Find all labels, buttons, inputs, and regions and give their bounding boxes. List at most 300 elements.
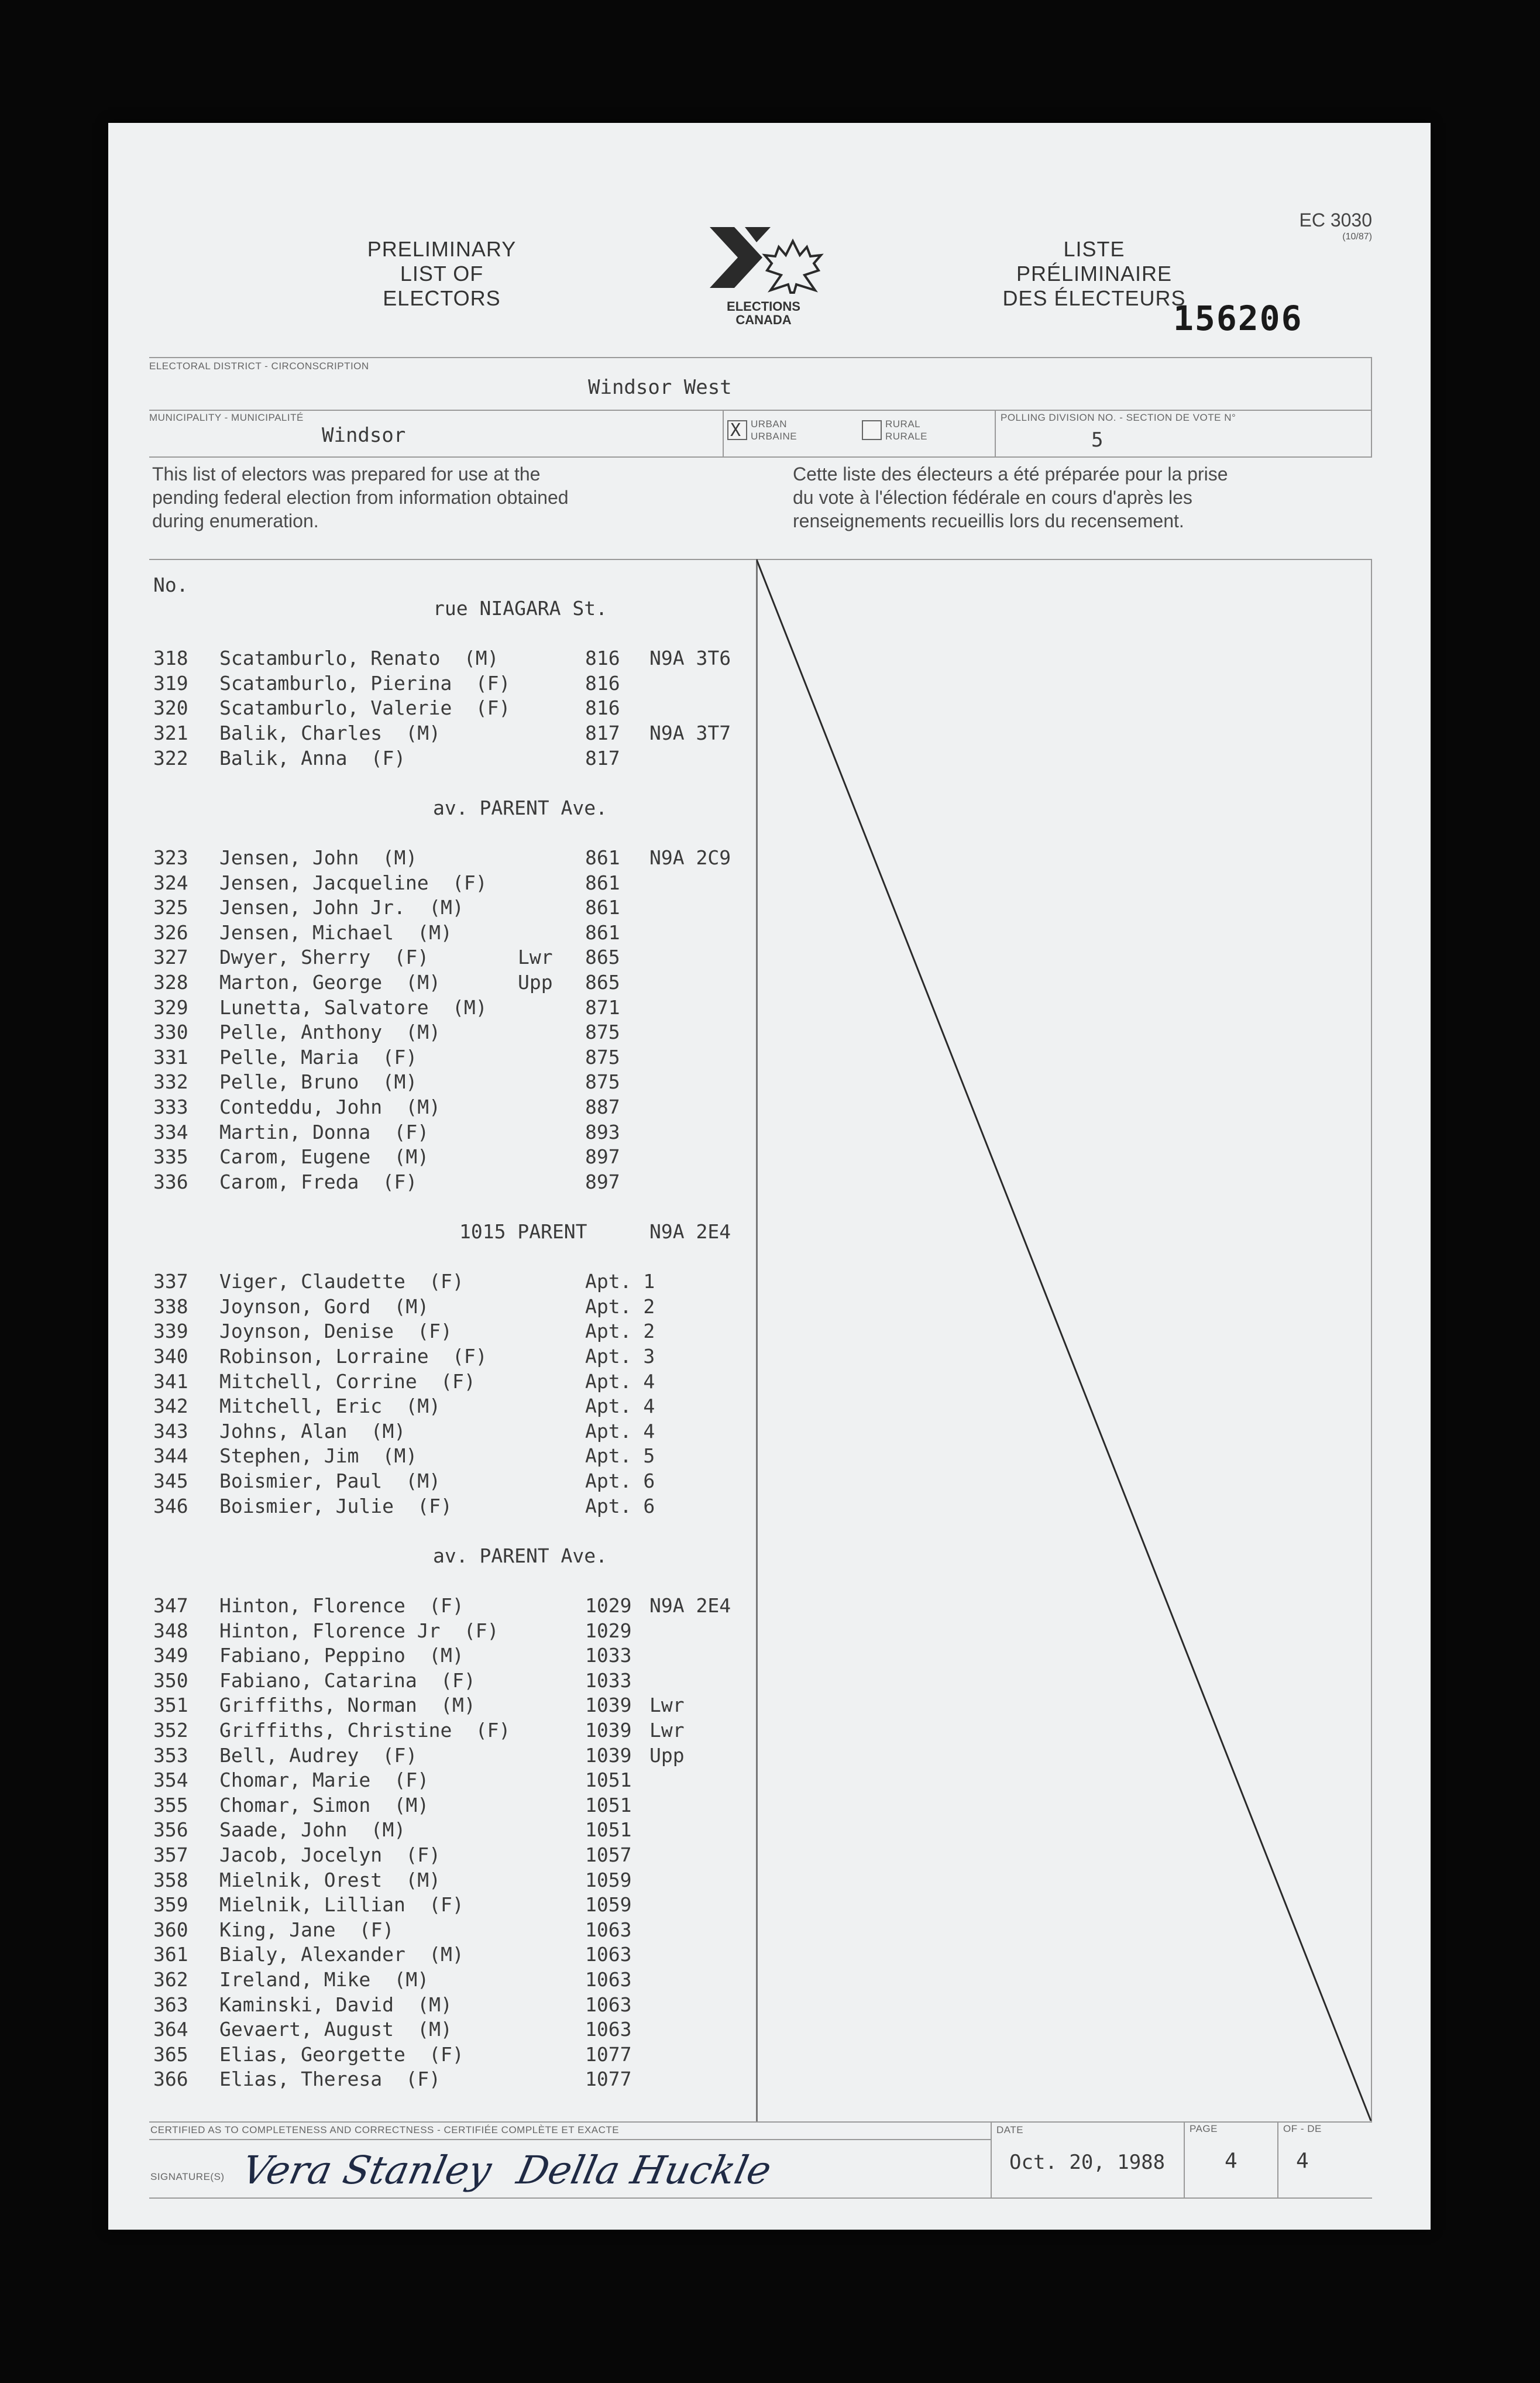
elector-sex: (F): [429, 1893, 464, 1917]
elector-unit: Upp: [518, 971, 553, 994]
elector-sex: (F): [463, 1619, 499, 1642]
elector-name: Balik, Anna: [219, 746, 348, 770]
elector-address: 875: [585, 1021, 620, 1044]
elector-sex: (F): [429, 1270, 464, 1293]
elector-address: Apt. 5: [585, 1444, 655, 1468]
elector-address: 861: [585, 846, 620, 869]
elector-row: [108, 1794, 752, 1818]
of-label: OF - DE: [1283, 2123, 1322, 2134]
elector-row: [108, 846, 752, 871]
elector-number: 358: [153, 1868, 188, 1891]
polling-division-label: POLLING DIVISION NO. - SECTION DE VOTE N°: [1001, 412, 1236, 423]
elector-address: Apt. 2: [585, 1294, 655, 1318]
elector-number: 336: [153, 1170, 188, 1193]
elector-number: 343: [153, 1419, 188, 1443]
elector-number: 318: [153, 647, 188, 670]
elector-row: [108, 1769, 752, 1793]
elector-number: 350: [153, 1668, 188, 1692]
elector-sex: (F): [475, 1719, 511, 1742]
elector-name: Kaminski, David: [219, 1993, 394, 2016]
date-label: DATE: [996, 2124, 1024, 2135]
elector-row: [108, 1295, 752, 1320]
street-heading: [108, 1544, 752, 1569]
elector-name: Mielnik, Orest: [219, 1868, 383, 1891]
elector-name: Boismier, Paul: [219, 1469, 383, 1492]
elector-number: 334: [153, 1120, 188, 1144]
elector-number: 323: [153, 846, 188, 869]
elector-address: Apt. 3: [585, 1345, 655, 1368]
elector-sex: (M): [382, 846, 418, 869]
elector-row: [108, 2043, 752, 2068]
elector-number: 362: [153, 1968, 188, 1991]
elector-sex: (M): [429, 1644, 464, 1667]
elector-name: Marton, George: [219, 971, 383, 994]
signatures: [238, 2142, 974, 2197]
urban-label-fr: URBAINE: [751, 431, 798, 442]
elector-address: Apt. 4: [585, 1419, 655, 1443]
number-column-label: No.: [153, 574, 188, 596]
elector-sex: (F): [394, 1120, 429, 1144]
form-date: (10/87): [1342, 232, 1372, 242]
elector-row: [108, 946, 752, 970]
elector-name: Johns, Alan: [219, 1419, 348, 1443]
elector-sex: (F): [429, 1594, 464, 1617]
elector-row: [108, 996, 752, 1021]
elector-name: Fabiano, Peppino: [219, 1644, 405, 1667]
elector-address: 893: [585, 1120, 620, 1144]
elector-sex: (F): [370, 746, 406, 770]
elector-name: Ireland, Mike: [219, 1968, 371, 1991]
elector-name: Dwyer, Sherry: [219, 946, 371, 969]
elector-row: [108, 722, 752, 746]
elector-sex: (F): [417, 1320, 452, 1343]
elector-number: 319: [153, 671, 188, 695]
elector-number: 331: [153, 1045, 188, 1069]
elector-sex: (M): [394, 1968, 429, 1991]
rural-label-fr: RURALE: [885, 431, 927, 442]
elector-number: 337: [153, 1270, 188, 1293]
elector-sex: (M): [405, 1395, 441, 1418]
elector-name: Jensen, John: [219, 846, 359, 869]
elector-name: Elias, Georgette: [219, 2042, 405, 2066]
rural-label: RURAL: [885, 418, 921, 430]
elector-address: Apt. 4: [585, 1369, 655, 1393]
elector-row: [108, 1918, 752, 1943]
elector-row: [108, 1370, 752, 1395]
elector-sex: (M): [394, 1294, 429, 1318]
elector-number: 363: [153, 1993, 188, 2016]
elector-sex: (M): [405, 1868, 441, 1891]
elector-row: [108, 1968, 752, 1993]
elector-address: 1063: [585, 1918, 632, 1941]
elector-address: 897: [585, 1145, 620, 1169]
logo-mark-icon: [693, 221, 834, 297]
elector-number: 321: [153, 722, 188, 744]
elector-row: [108, 1495, 752, 1519]
elector-name: Scatamburlo, Valerie: [219, 696, 452, 720]
elector-sex: (F): [417, 1494, 452, 1517]
elector-row: [108, 896, 752, 921]
elector-address: 1039: [585, 1743, 632, 1767]
elector-number: 345: [153, 1469, 188, 1492]
elector-number: 360: [153, 1918, 188, 1941]
elector-name: Stephen, Jim: [219, 1444, 359, 1468]
elector-sex: (M): [417, 2018, 452, 2041]
elector-name: Saade, John: [219, 1818, 348, 1842]
elector-row: [108, 1869, 752, 1893]
page-value: 4: [1225, 2149, 1238, 2173]
elector-sex: (M): [370, 1419, 406, 1443]
elector-name: Mielnik, Lillian: [219, 1893, 405, 1917]
elector-number: 348: [153, 1619, 188, 1642]
elector-postal-code: Lwr: [649, 1694, 685, 1717]
elector-row: [108, 1644, 752, 1668]
elector-address: 1077: [585, 2068, 632, 2091]
elector-row: [108, 921, 752, 946]
urban-checkbox[interactable]: X: [727, 420, 747, 440]
elector-row: [108, 2018, 752, 2042]
elector-address: 871: [585, 995, 620, 1019]
elector-name: Pelle, Maria: [219, 1045, 359, 1069]
elector-number: 366: [153, 2068, 188, 2091]
elector-address: 865: [585, 946, 620, 969]
elector-number: 341: [153, 1369, 188, 1393]
elector-sex: (M): [405, 1021, 441, 1044]
elector-number: 349: [153, 1644, 188, 1667]
elector-row: [108, 1619, 752, 1644]
elector-row: [108, 696, 752, 721]
elector-number: 325: [153, 896, 188, 919]
elector-sex: (M): [405, 1469, 441, 1492]
street-heading: [108, 597, 752, 621]
elector-name: King, Jane: [219, 1918, 336, 1941]
elector-number: 338: [153, 1294, 188, 1318]
elector-number: 335: [153, 1145, 188, 1169]
elector-row: [108, 971, 752, 995]
elector-postal-code: N9A 3T7: [649, 722, 731, 744]
municipality-value: Windsor: [322, 424, 406, 447]
title-french: LISTE PRÉLIMINAIRE DES ÉLECTEURS: [1002, 237, 1186, 310]
elector-row: [108, 2068, 752, 2092]
elector-row: [108, 1021, 752, 1045]
elector-sex: (F): [394, 946, 429, 969]
elector-sex: (M): [382, 1444, 418, 1468]
elections-canada-logo: [693, 221, 834, 327]
elector-postal-code: N9A 2C9: [649, 846, 731, 869]
form-code: EC 3030: [1299, 210, 1372, 231]
elector-number: 328: [153, 971, 188, 994]
elector-sex: (F): [359, 1918, 394, 1941]
elector-sex: (F): [382, 1170, 418, 1193]
elector-number: 353: [153, 1743, 188, 1767]
elector-row: [108, 1744, 752, 1769]
elector-row: [108, 1444, 752, 1469]
elector-sex: (F): [452, 871, 487, 894]
elector-name: Hinton, Florence: [219, 1594, 405, 1617]
elector-address: Apt. 6: [585, 1469, 655, 1492]
elector-number: 342: [153, 1395, 188, 1418]
elector-name: Pelle, Anthony: [219, 1021, 383, 1044]
elector-sex: (F): [429, 2042, 464, 2066]
elector-address: 1063: [585, 1943, 632, 1966]
elector-address: 897: [585, 1170, 620, 1193]
elector-name: Jensen, John Jr.: [219, 896, 405, 919]
elector-number: 333: [153, 1096, 188, 1118]
elector-address: 861: [585, 896, 620, 919]
street-heading-text: av. PARENT Ave.: [433, 1544, 608, 1567]
elector-postal-code: N9A 3T6: [649, 647, 731, 670]
elector-number: 352: [153, 1719, 188, 1742]
elector-address: 1033: [585, 1668, 632, 1692]
elector-address: 1059: [585, 1868, 632, 1891]
elector-sex: (F): [394, 1769, 429, 1792]
elector-name: Jensen, Jacqueline: [219, 871, 429, 894]
elector-number: 355: [153, 1793, 188, 1817]
elector-address: 865: [585, 971, 620, 994]
elector-name: Robinson, Lorraine: [219, 1345, 429, 1368]
elector-sex: (M): [382, 1070, 418, 1094]
elector-name: Balik, Charles: [219, 722, 383, 744]
elector-row: [108, 1469, 752, 1494]
elector-sex: (M): [429, 896, 464, 919]
elector-address: 1033: [585, 1644, 632, 1667]
elector-number: 365: [153, 2042, 188, 2066]
elector-sex: (M): [452, 995, 487, 1019]
elector-number: 359: [153, 1893, 188, 1917]
street-heading-text: av. PARENT Ave.: [433, 796, 608, 819]
elector-sex: (F): [405, 1843, 441, 1866]
street-heading: [108, 1220, 752, 1245]
elector-row: [108, 1843, 752, 1868]
elector-address: 816: [585, 671, 620, 695]
elector-number: 326: [153, 921, 188, 944]
elector-sex: (M): [463, 647, 499, 670]
polling-division-value: 5: [1091, 428, 1104, 452]
elector-address: Apt. 6: [585, 1494, 655, 1517]
elector-number: 354: [153, 1769, 188, 1792]
elector-sex: (F): [475, 696, 511, 720]
elector-sex: (F): [441, 1668, 476, 1692]
elector-postal-code: N9A 2E4: [649, 1594, 731, 1617]
elector-name: Carom, Freda: [219, 1170, 359, 1193]
elector-name: Griffiths, Christine: [219, 1719, 452, 1742]
elector-row: [108, 1320, 752, 1344]
district-value: Windsor West: [588, 376, 732, 399]
elector-sex: (M): [370, 1818, 406, 1842]
elector-name: Chomar, Simon: [219, 1793, 371, 1817]
elector-address: 1051: [585, 1793, 632, 1817]
elector-sex: (M): [405, 722, 441, 744]
elector-row: [108, 1943, 752, 1967]
elector-address: Apt. 2: [585, 1320, 655, 1343]
district-label: ELECTORAL DISTRICT - CIRCONSCRIPTION: [149, 360, 369, 372]
elector-address: 1051: [585, 1769, 632, 1792]
elector-address: 1077: [585, 2042, 632, 2066]
elector-name: Viger, Claudette: [219, 1270, 405, 1293]
elector-number: 329: [153, 995, 188, 1019]
elector-number: 346: [153, 1494, 188, 1517]
street-heading-postal: N9A 2E4: [649, 1220, 731, 1243]
signature-2: Della Huckle: [513, 2148, 775, 2193]
elector-sex: (M): [441, 1694, 476, 1717]
page-label: PAGE: [1190, 2123, 1218, 2134]
elector-address: 816: [585, 647, 620, 670]
elector-sex: (M): [394, 1145, 429, 1169]
cancellation-line: [757, 559, 1372, 2122]
elector-sex: (M): [429, 1943, 464, 1966]
elector-number: 332: [153, 1070, 188, 1094]
elector-number: 347: [153, 1594, 188, 1617]
elector-address: 817: [585, 746, 620, 770]
elector-number: 361: [153, 1943, 188, 1966]
elector-row: [108, 647, 752, 671]
elector-sex: (F): [382, 1743, 418, 1767]
elector-row: [108, 1818, 752, 1843]
elector-address: 861: [585, 871, 620, 894]
elector-number: 324: [153, 871, 188, 894]
signature-label: SIGNATURE(S): [150, 2171, 225, 2182]
of-value: 4: [1296, 2149, 1309, 2173]
certified-label: CERTIFIED AS TO COMPLETENESS AND CORRECTNESS - CERTIFIÉE COMPLÈTE ET EXACTE: [150, 2124, 620, 2135]
elector-name: Mitchell, Corrine: [219, 1369, 417, 1393]
elector-name: Fabiano, Catarina: [219, 1668, 417, 1692]
elector-name: Lunetta, Salvatore: [219, 995, 429, 1019]
elector-address: 1063: [585, 1968, 632, 1991]
elector-number: 322: [153, 746, 188, 770]
elector-row: [108, 1046, 752, 1070]
elector-name: Martin, Donna: [219, 1120, 371, 1144]
elector-sex: (M): [417, 1993, 452, 2016]
notice-french: Cette liste des électeurs a été préparée pour la prise du vote à l'élection fédérale en cours d'après les renseignements recueillis lors du recensement.: [793, 463, 1228, 531]
elector-address: 1059: [585, 1893, 632, 1917]
elector-name: Conteddu, John: [219, 1096, 383, 1118]
elector-name: Pelle, Bruno: [219, 1070, 359, 1094]
logo-text-line2: CANADA: [735, 313, 792, 327]
elector-sex: (F): [405, 2068, 441, 2091]
elector-address: 1039: [585, 1719, 632, 1742]
elector-address: 1029: [585, 1619, 632, 1642]
elector-row: [108, 1395, 752, 1419]
street-heading-text: 1015 PARENT: [459, 1220, 587, 1243]
elector-sex: (F): [475, 671, 511, 695]
elector-name: Chomar, Marie: [219, 1769, 371, 1792]
elector-name: Scatamburlo, Renato: [219, 647, 441, 670]
elector-number: 327: [153, 946, 188, 969]
elector-name: Bialy, Alexander: [219, 1943, 405, 1966]
elector-number: 351: [153, 1694, 188, 1717]
elector-address: 817: [585, 722, 620, 744]
elector-address: 861: [585, 921, 620, 944]
elector-name: Mitchell, Eric: [219, 1395, 383, 1418]
elector-row: [108, 1719, 752, 1743]
street-heading: [108, 796, 752, 821]
elector-number: 356: [153, 1818, 188, 1842]
elector-name: Joynson, Gord: [219, 1294, 371, 1318]
elector-row: [108, 1993, 752, 2018]
elector-row: [108, 1121, 752, 1145]
elector-sex: (F): [452, 1345, 487, 1368]
elector-address: 1057: [585, 1843, 632, 1866]
rural-checkbox[interactable]: [862, 420, 882, 440]
elector-address: 1029: [585, 1594, 632, 1617]
elector-number: 357: [153, 1843, 188, 1866]
electors-list-sheet: [108, 123, 1431, 2230]
elector-sex: (M): [405, 1096, 441, 1118]
elector-sex: (F): [382, 1045, 418, 1069]
street-heading-text: rue NIAGARA St.: [433, 597, 608, 620]
elector-number: 339: [153, 1320, 188, 1343]
elector-address: 1051: [585, 1818, 632, 1842]
municipality-label: MUNICIPALITY - MUNICIPALITÉ: [149, 412, 304, 423]
elector-name: Jensen, Michael: [219, 921, 394, 944]
title-english: PRELIMINARY LIST OF ELECTORS: [367, 237, 517, 310]
elector-name: Scatamburlo, Pierina: [219, 671, 452, 695]
elector-row: [108, 1070, 752, 1095]
elector-row: [108, 1270, 752, 1294]
elector-row: [108, 871, 752, 896]
elector-row: [108, 1096, 752, 1120]
elector-row: [108, 747, 752, 771]
elector-row: [108, 1345, 752, 1369]
elector-number: 320: [153, 696, 188, 720]
elector-number: 340: [153, 1345, 188, 1368]
elector-address: 875: [585, 1045, 620, 1069]
logo-text-line1: ELECTIONS: [727, 299, 800, 314]
elector-name: Hinton, Florence Jr: [219, 1619, 441, 1642]
elector-name: Bell, Audrey: [219, 1743, 359, 1767]
elector-row: [108, 1594, 752, 1619]
elector-postal-code: Upp: [649, 1743, 685, 1767]
elector-name: Jacob, Jocelyn: [219, 1843, 383, 1866]
elector-address: 887: [585, 1096, 620, 1118]
elector-row: [108, 1694, 752, 1718]
elector-unit: Lwr: [518, 946, 553, 969]
date-value: Oct. 20, 1988: [1009, 2151, 1166, 2174]
elector-row: [108, 1669, 752, 1694]
elector-row: [108, 1420, 752, 1444]
elector-number: 364: [153, 2018, 188, 2041]
elector-name: Carom, Eugene: [219, 1145, 371, 1169]
signature-1: Vera Stanley: [238, 2148, 496, 2193]
elector-row: [108, 1893, 752, 1918]
elector-address: Apt. 4: [585, 1395, 655, 1418]
elector-name: Griffiths, Norman: [219, 1694, 417, 1717]
elector-address: Apt. 1: [585, 1270, 655, 1293]
elector-sex: (M): [394, 1793, 429, 1817]
elector-row: [108, 1145, 752, 1170]
elector-name: Boismier, Julie: [219, 1494, 394, 1517]
elector-name: Gevaert, August: [219, 2018, 394, 2041]
elector-number: 344: [153, 1444, 188, 1468]
elector-sex: (M): [417, 921, 452, 944]
elector-name: Elias, Theresa: [219, 2068, 383, 2091]
elector-number: 330: [153, 1021, 188, 1044]
elector-address: 1063: [585, 2018, 632, 2041]
elector-address: 1063: [585, 1993, 632, 2016]
elector-address: 1039: [585, 1694, 632, 1717]
elector-row: [108, 1170, 752, 1195]
urban-label: URBAN: [751, 418, 788, 430]
elector-postal-code: Lwr: [649, 1719, 685, 1742]
elector-sex: (F): [441, 1369, 476, 1393]
elector-address: 875: [585, 1070, 620, 1094]
elector-address: 816: [585, 696, 620, 720]
notice-english: This list of electors was prepared for use at the pending federal election from information obtained during enumeration.: [152, 463, 569, 531]
elector-row: [108, 672, 752, 696]
serial-number: 156206: [1173, 298, 1303, 338]
elector-sex: (M): [405, 971, 441, 994]
elector-name: Joynson, Denise: [219, 1320, 394, 1343]
